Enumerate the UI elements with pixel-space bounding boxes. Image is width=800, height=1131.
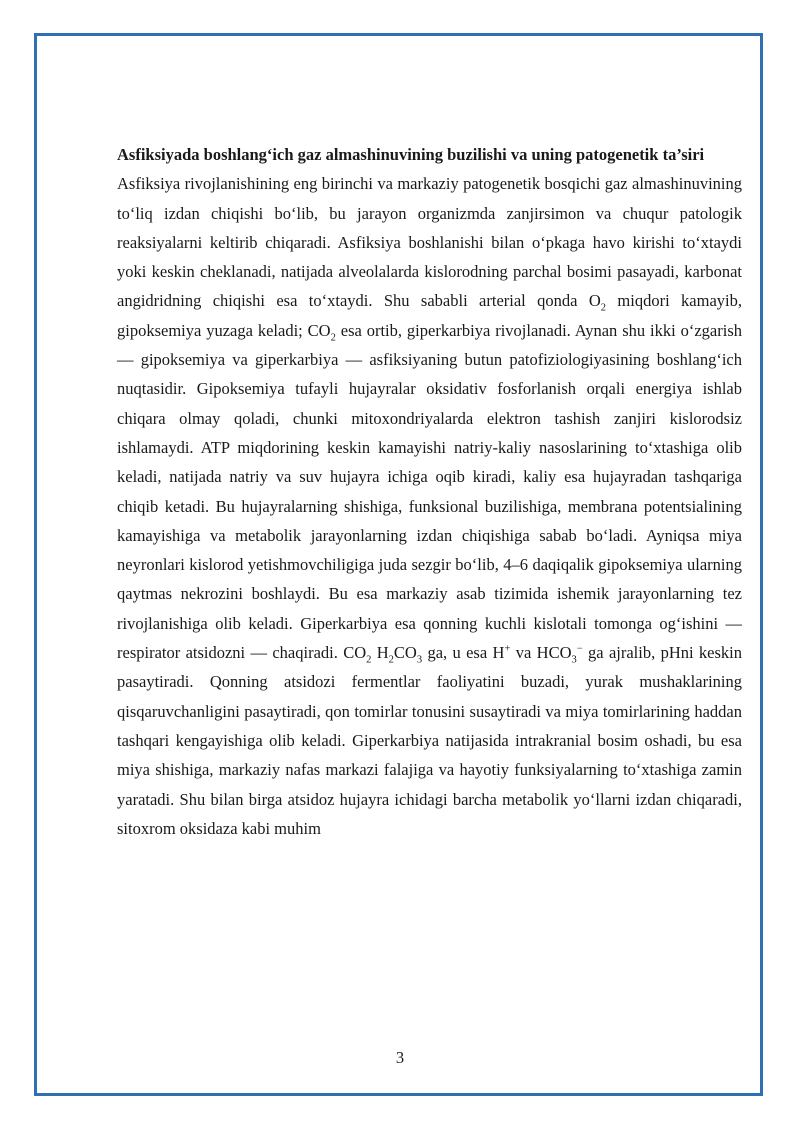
text-run: esa ortib, giperkarbiya rivojlanadi. Aynan shu ikki o‘zgarish — gipoksemiya va giperkarbiya — asfiksiyaning butun patofiziologiyasining boshlang‘ich nuqtasidir. Gipoksemiya tufayli hujayralar oksidativ fosforlanish orqali energiya ishlab chiqara olmay qoladi, chunki mitoxondriyalarda elektron tashish zanjiri kislorodsiz ishlamaydi. ATP miqdorining keskin kamayishi natriy-kaliy nasoslarining to‘xtashiga olib keladi, natijada natriy va suv hujayra ichiga oqib kiradi, kaliy esa hujayradan tashqariga chiqib ketadi. Bu hujayralarning shishiga, funksional buzilishiga, membrana potentsialining kamayishiga va metabolik jarayonlarning izdan chiqishiga sabab bo‘ladi. Ayniqsa miya neyronlari kislorod yetishmovchiligiga juda sezgir bo‘lib, 4–6 daqiqalik gipoksemiya ularning qaytmas nekrozini boshlaydi. Bu esa markaziy asab tizimida ishemik jarayonlarning tez rivojlanishiga olib keladi. Giperkarbiya esa qonning kuchli kislotali tomonga og‘ishini — respirator atsidozni — chaqiradi. CO [117, 320, 742, 663]
text-run: CO [393, 643, 417, 663]
document-body [117, 140, 742, 843]
subscript: 2 [600, 302, 607, 314]
page-number: 3 [395, 1048, 405, 1067]
text-run: va HCO [510, 643, 572, 663]
superscript: + [504, 643, 511, 655]
superscript: − [576, 643, 583, 655]
body-paragraph [117, 169, 742, 843]
subscript: 3 [571, 654, 577, 666]
text-run: H [371, 643, 389, 663]
section-heading: Asfiksiyada boshlang‘ich gaz almashinuvining buzilishi va uning patogenetik ta’siri [117, 145, 705, 164]
text-run: Asfiksiya rivojlanishining eng birinchi va markaziy patogenetik bosqichi gaz almashinuvining to‘liq izdan chiqishi bo‘lib, bu jarayon organizmda zanjirsimon va chuqur patologik reaksiyalarni keltirib chiqaradi. Asfiksiya boshlanishi bilan o‘pkaga havo kirishi to‘xtaydi yoki keskin cheklanadi, natijada alveolalarda kislorodning parchal bosimi pasayadi, karbonat angidridning chiqishi esa to‘xtaydi. Shu sababli arterial qonda O [117, 174, 742, 311]
subscript: 3 [416, 654, 423, 666]
text-run: miqdori kamayib, gipoksemiya yuzaga keladi; CO [117, 291, 742, 340]
subscript: 2 [388, 654, 394, 666]
text-run: ga ajralib, pHni keskin pasaytiradi. Qonning atsidozi fermentlar faoliyatini buzadi, yurak mushaklarining qisqaruvchanligini pasaytiradi, qon tomirlar tonusini susaytiradi va miya tomirlarining haddan tashqari kengayishiga olib keladi. Giperkarbiya natijasida intrakranial bosim oshadi, bu esa miya shishiga, markaziy nafas markazi falajiga va hayotiy funksiyalarning to‘xtashiga zamin yaratadi. Shu bilan birga atsidoz hujayra ichidagi barcha metabolik yo‘llarni izdan chiqaradi, sitoxrom oksidaza kabi muhim [117, 643, 743, 838]
text-run: ga, u esa H [422, 643, 505, 663]
subscript: 2 [366, 654, 372, 666]
subscript: 2 [330, 332, 336, 344]
